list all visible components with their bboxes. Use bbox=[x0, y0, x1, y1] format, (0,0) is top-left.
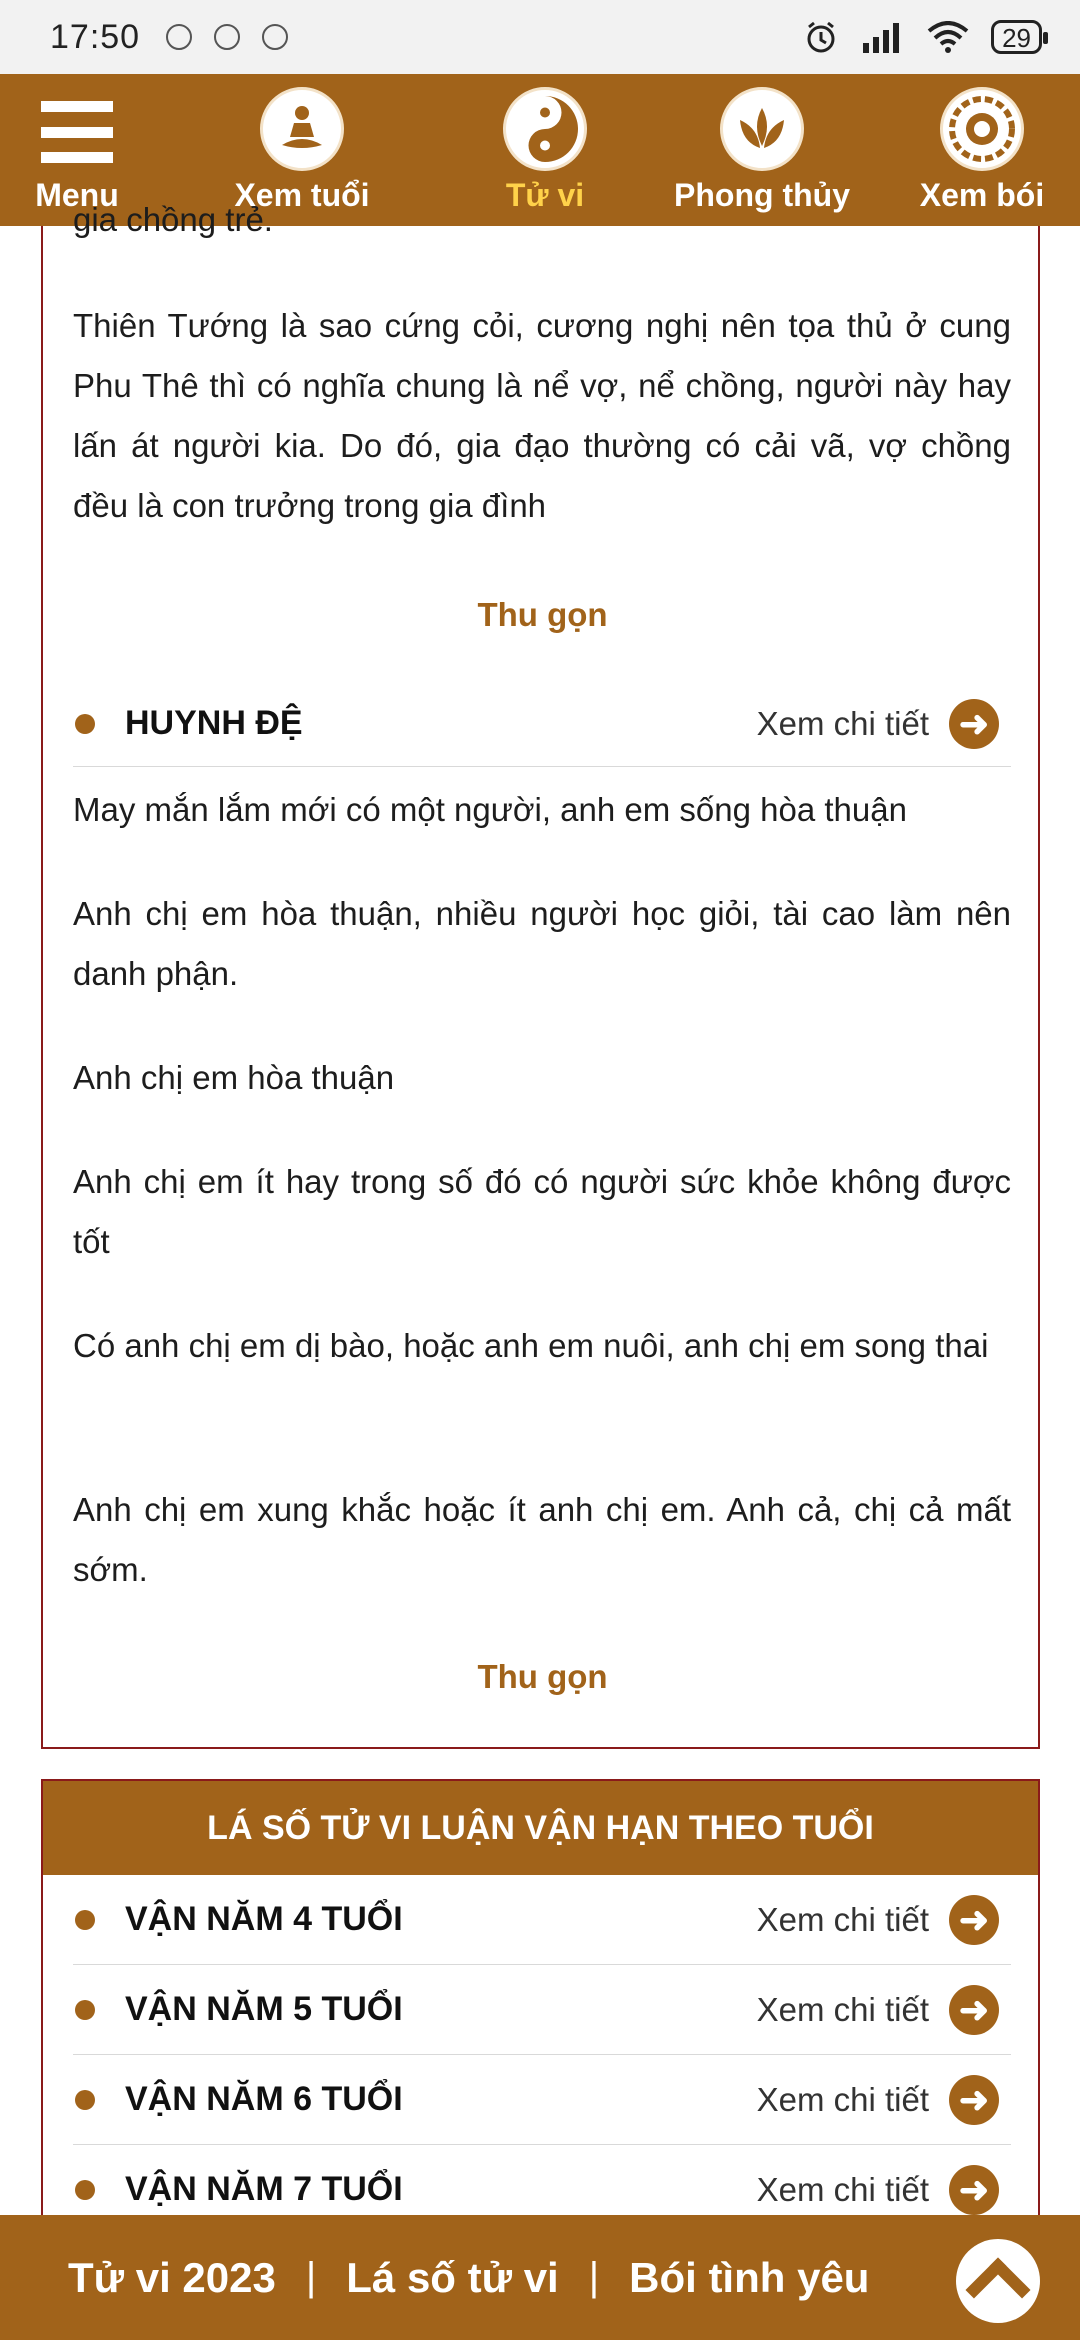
huynh-de-paragraph: Anh chị em xung khắc hoặc ít anh chị em. Anh cả, chị cả mất sớm. bbox=[73, 1491, 1011, 1588]
signal-icon bbox=[861, 21, 905, 53]
view-detail-link[interactable]: Xem chi tiết bbox=[756, 2080, 929, 2118]
yin-yang-icon bbox=[503, 87, 587, 171]
van-han-row[interactable] bbox=[73, 1965, 1011, 2055]
status-right bbox=[803, 19, 1042, 55]
row-title: VẬN NĂM 7 TUỔI bbox=[125, 2170, 403, 2208]
arrow-right-icon[interactable]: ➜ bbox=[949, 699, 999, 749]
nav-label: Xem bói bbox=[919, 177, 1045, 213]
section-row-huynh-de bbox=[73, 681, 1011, 767]
alarm-icon bbox=[803, 19, 839, 55]
huynh-de-paragraph: Có anh chị em dị bào, hoặc anh em nuôi, anh chị em song thai bbox=[73, 1327, 989, 1364]
cut-off-text: gia chồng trẻ. bbox=[73, 201, 273, 238]
van-han-row[interactable] bbox=[73, 2055, 1011, 2145]
nav-label: Menu bbox=[35, 177, 119, 213]
bullet-icon bbox=[75, 714, 95, 734]
arrow-right-icon[interactable]: ➜ bbox=[949, 2165, 999, 2215]
view-detail-link[interactable]: Xem chi tiết bbox=[756, 704, 929, 742]
huynh-de-paragraph: May mắn lắm mới có một người, anh em sống hòa thuận bbox=[73, 791, 907, 828]
status-time: 17:50 bbox=[50, 17, 141, 56]
chevron-up-icon bbox=[965, 2257, 1030, 2322]
huynh-de-paragraph: Anh chị em hòa thuận, nhiều người học giỏi, tài cao làm nên danh phận. bbox=[73, 895, 1011, 992]
wifi-icon bbox=[927, 21, 969, 53]
nav-label: Phong thủy bbox=[674, 177, 850, 213]
arrow-right-icon[interactable]: ➜ bbox=[949, 1985, 999, 2035]
nav-item-xem-boi[interactable] bbox=[884, 74, 1080, 226]
separator: | bbox=[588, 2255, 600, 2299]
bottom-link-la-so-tu-vi[interactable]: Lá số tử vi bbox=[346, 2253, 559, 2301]
notification-icon bbox=[262, 24, 288, 50]
arrow-right-icon[interactable]: ➜ bbox=[949, 2075, 999, 2125]
bottom-link-tu-vi-2023[interactable]: Tử vi 2023 bbox=[68, 2253, 276, 2301]
battery-icon: 29 bbox=[991, 20, 1042, 54]
lotus-icon bbox=[720, 87, 804, 171]
section-title: HUYNH ĐỆ bbox=[125, 704, 303, 742]
row-title: VẬN NĂM 4 TUỔI bbox=[125, 1900, 403, 1938]
menu-icon bbox=[41, 101, 113, 163]
huynh-de-paragraph: Anh chị em ít hay trong số đó có người sức khỏe không được tốt bbox=[73, 1163, 1011, 1260]
collapse-button[interactable]: Thu gọn bbox=[477, 1658, 608, 1695]
arrow-right-icon[interactable]: ➜ bbox=[949, 1895, 999, 1945]
collapse-button[interactable]: Thu gọn bbox=[477, 596, 608, 633]
view-detail-link[interactable]: Xem chi tiết bbox=[756, 1990, 929, 2028]
row-title: VẬN NĂM 5 TUỔI bbox=[125, 1990, 403, 2028]
nav-item-phong-thuy[interactable] bbox=[640, 74, 884, 226]
notification-icons bbox=[166, 24, 288, 50]
phu-the-paragraph: Thiên Tướng là sao cứng cỏi, cương nghị nên tọa thủ ở cung Phu Thê thì có nghĩa chung là nể vợ, nể chồng, người này hay lấn át người kia. Do đó, gia đạo thường có cải vã, vợ chồng đều là con trưởng trong gia đình bbox=[73, 307, 1011, 524]
bullet-icon bbox=[75, 2090, 95, 2110]
notification-icon bbox=[214, 24, 240, 50]
bullet-icon bbox=[75, 1910, 95, 1930]
content-card bbox=[41, 201, 1040, 1749]
bullet-icon bbox=[75, 2180, 95, 2200]
view-detail-link[interactable]: Xem chi tiết bbox=[756, 2170, 929, 2208]
scroll-to-top-button[interactable] bbox=[956, 2239, 1040, 2323]
nav-label: Tử vi bbox=[505, 177, 585, 213]
huynh-de-paragraph: Anh chị em hòa thuận bbox=[73, 1059, 395, 1096]
bullet-icon bbox=[75, 2000, 95, 2020]
van-han-row[interactable] bbox=[73, 1875, 1011, 1965]
bottom-bar bbox=[0, 2215, 1080, 2340]
van-han-header: LÁ SỐ TỬ VI LUẬN VẬN HẠN THEO TUỔI bbox=[43, 1781, 1038, 1875]
status-bar bbox=[0, 0, 1080, 74]
nav-item-tu-vi[interactable] bbox=[450, 74, 640, 226]
notification-icon bbox=[166, 24, 192, 50]
meditation-icon bbox=[260, 87, 344, 171]
nav-label: Xem tuổi bbox=[234, 177, 370, 213]
view-detail-link[interactable]: Xem chi tiết bbox=[756, 1900, 929, 1938]
bottom-link-boi-tinh-yeu[interactable]: Bói tình yêu bbox=[629, 2253, 870, 2301]
row-title: VẬN NĂM 6 TUỔI bbox=[125, 2080, 403, 2118]
separator: | bbox=[305, 2255, 317, 2299]
bagua-icon bbox=[940, 87, 1024, 171]
